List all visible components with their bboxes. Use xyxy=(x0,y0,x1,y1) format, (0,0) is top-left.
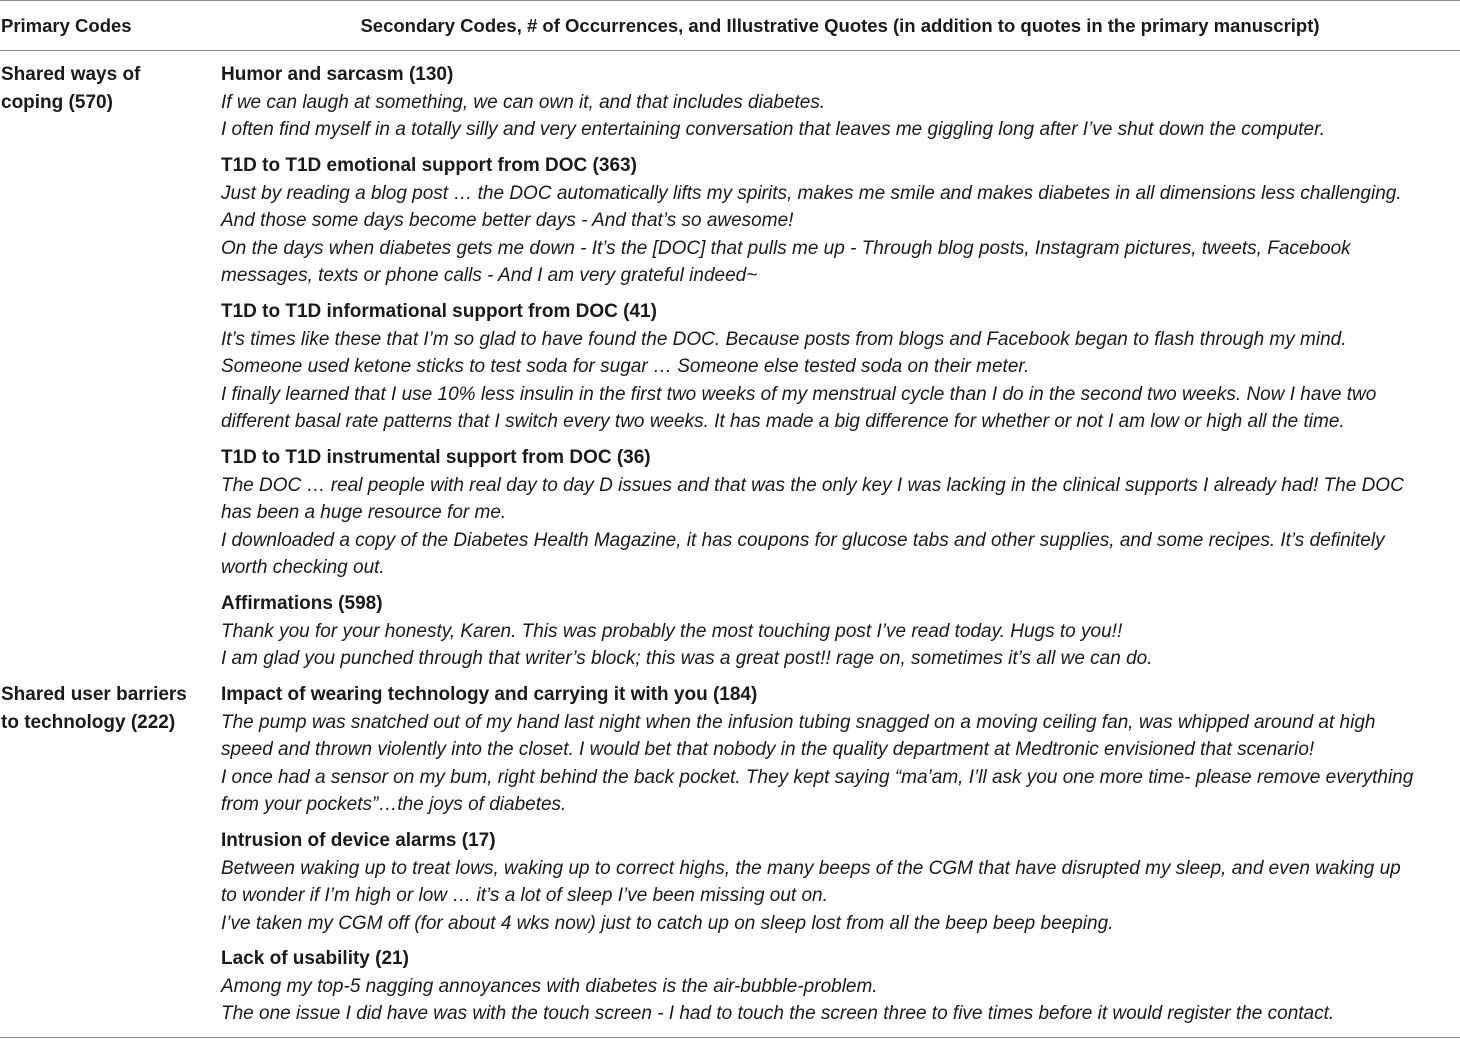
quote-line: Between waking up to treat lows, waking up to correct highs, the many beeps of the CGM that have disrupted my sleep, and even waking up xyxy=(221,858,1401,879)
column-header-primary-codes: Primary Codes xyxy=(1,15,132,36)
quote-line: I downloaded a copy of the Diabetes Health Magazine, it has coupons for glucose tabs and other supplies, and some recipes. It’s definitely xyxy=(221,529,1385,551)
quote-line: from your pockets”…the joys of diabetes. xyxy=(221,794,567,816)
primary-code-barriers xyxy=(1,681,211,737)
secondary-code-title: Lack of usability (21) xyxy=(221,948,409,969)
quote-line: I often find myself in a totally silly and very entertaining conversation that leaves me giggling long after I’ve shut down the computer. xyxy=(221,119,1326,141)
quote-line: Someone used ketone sticks to test soda for sugar … Someone else tested soda on their meter. xyxy=(221,356,1030,378)
primary-code-coping xyxy=(1,61,211,117)
secondary-entry-usability xyxy=(221,945,1456,1028)
primary-code-line: coping (570) xyxy=(1,92,113,113)
quote-line: Among my top-5 nagging annoyances with diabetes is the air-bubble-problem. xyxy=(221,976,878,997)
quote-line: Just by reading a blog post … the DOC automatically lifts my spirits, makes me smile and makes diabetes in all dimensions less challenging. xyxy=(221,183,1402,204)
secondary-entry-affirmations xyxy=(221,590,1456,673)
table-bottom-rule xyxy=(0,1037,1460,1038)
quote-line: speed and thrown violently into the closet. I would bet that nobody in the quality department at Medtronic envisioned that scenario! xyxy=(221,739,1315,761)
quote-line: I once had a sensor on my bum, right behind the back pocket. They kept saying “ma’am, I’ll ask you one more time- please remove everything xyxy=(221,766,1414,788)
secondary-code-title: Intrusion of device alarms (17) xyxy=(221,830,496,851)
primary-code-line: to technology (222) xyxy=(1,712,176,733)
secondary-code-title: Affirmations (598) xyxy=(221,593,383,614)
secondary-code-title: Impact of wearing technology and carrying it with you (184) xyxy=(221,684,758,705)
primary-code-line: Shared ways of xyxy=(1,64,141,85)
secondary-entry-emotional-support xyxy=(221,152,1456,290)
quote-line: worth checking out. xyxy=(221,557,385,579)
secondary-code-title: T1D to T1D emotional support from DOC (363) xyxy=(221,155,637,176)
primary-code-line: Shared user barriers xyxy=(1,684,187,705)
column-header-secondary-codes: Secondary Codes, # of Occurrences, and Illustrative Quotes (in addition to quotes in the primary manuscript) xyxy=(360,15,1320,36)
secondary-entry-device-alarms xyxy=(221,827,1456,937)
quote-line: The one issue I did have was with the touch screen - I had to touch the screen three to five times before it would register the contact. xyxy=(221,1003,1335,1025)
secondary-code-title: T1D to T1D instrumental support from DOC (36) xyxy=(221,447,651,468)
quote-line: Thank you for your honesty, Karen. This was probably the most touching post I’ve read today. Hugs to you!! xyxy=(221,621,1123,642)
quote-line: to wonder if I’m high or low … it’s a lot of sleep I’ve been missing out on. xyxy=(221,885,828,907)
secondary-entry-informational-support xyxy=(221,298,1456,436)
quote-line: It’s times like these that I’m so glad to have found the DOC. Because posts from blogs and Facebook began to flash through my mind. xyxy=(221,329,1347,350)
quote-line: messages, texts or phone calls - And I am very grateful indeed~ xyxy=(221,265,758,287)
quote-line: I’ve taken my CGM off (for about 4 wks now) just to catch up on sleep lost from all the beep beep beeping. xyxy=(221,912,1114,934)
table-top-rule xyxy=(0,0,1460,1)
quote-line: The pump was snatched out of my hand last night when the infusion tubing snagged on a moving ceiling fan, was whipped around at high xyxy=(221,712,1376,733)
secondary-entry-humor xyxy=(221,61,1456,144)
quote-line: has been a huge resource for me. xyxy=(221,502,507,524)
quote-line: If we can laugh at something, we can own it, and that includes diabetes. xyxy=(221,92,826,113)
quote-line: On the days when diabetes gets me down - It’s the [DOC] that pulls me up - Through blog posts, Instagram pictures, tweets, Facebook xyxy=(221,237,1351,259)
quote-line: different basal rate patterns that I switch every two weeks. It has made a big difference for whether or not I am low or high all the time. xyxy=(221,411,1345,433)
secondary-entry-instrumental-support xyxy=(221,444,1456,582)
secondary-code-title: Humor and sarcasm (130) xyxy=(221,64,454,85)
quote-line: And those some days become better days - And that’s so awesome! xyxy=(221,210,794,232)
quote-line: The DOC … real people with real day to day D issues and that was the only key I was lacking in the clinical supports I already had! The DOC xyxy=(221,475,1404,496)
quote-line: I finally learned that I use 10% less insulin in the first two weeks of my menstrual cycle than I do in the second two weeks. Now I have two xyxy=(221,383,1377,405)
header-rule xyxy=(0,50,1460,51)
secondary-code-title: T1D to T1D informational support from DOC (41) xyxy=(221,301,657,322)
quote-line: I am glad you punched through that writer’s block; this was a great post!! rage on, sometimes it’s all we can do. xyxy=(221,648,1153,670)
secondary-entry-wearing-technology xyxy=(221,681,1456,819)
